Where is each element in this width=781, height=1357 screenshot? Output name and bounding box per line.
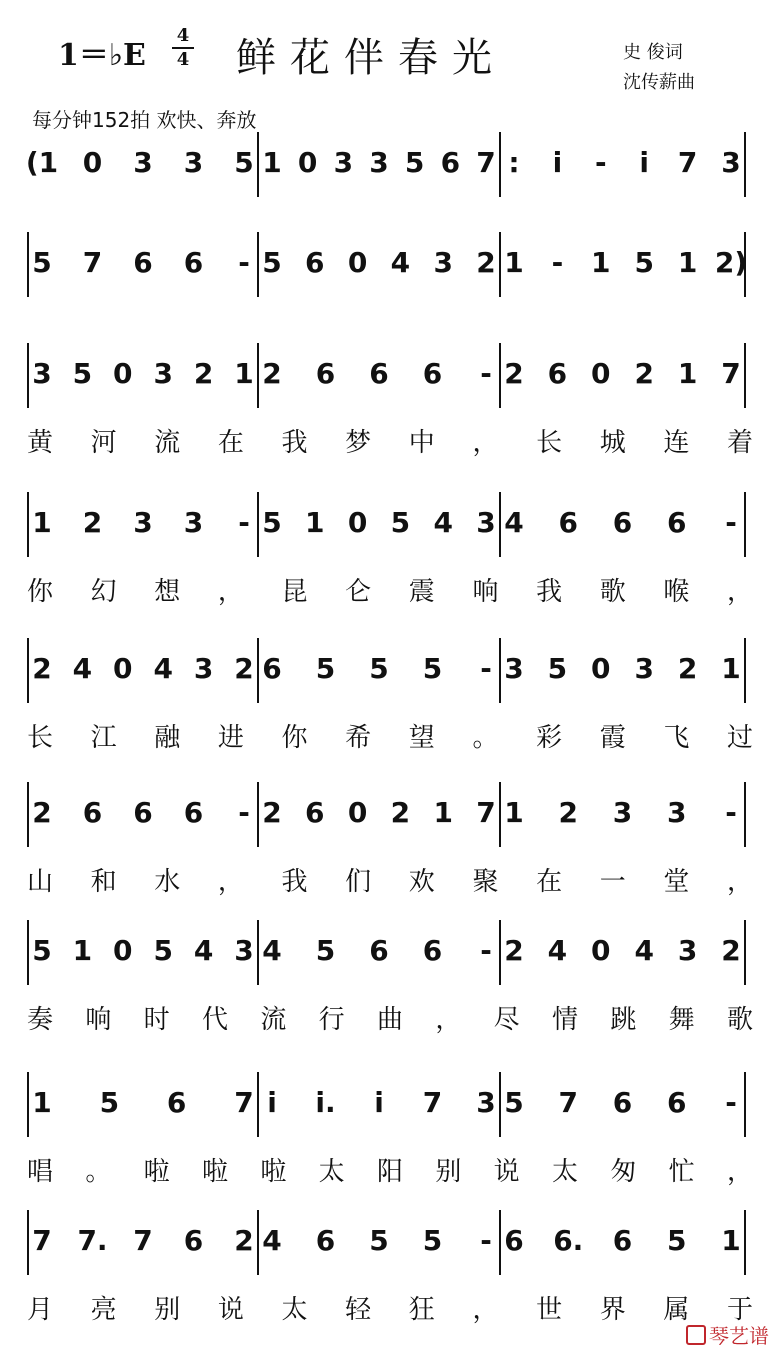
lyric-char: 歌 — [726, 1005, 754, 1035]
note: 7 — [422, 1086, 443, 1119]
lyric-char: 连 — [663, 428, 690, 458]
note: 1 — [234, 357, 254, 390]
note: 4 — [433, 506, 453, 539]
note: 3 — [476, 1086, 496, 1119]
lyric-char: ， — [217, 577, 244, 607]
lyric-char: 在 — [536, 867, 563, 897]
note: 1 — [72, 934, 93, 967]
note: i. — [315, 1086, 336, 1119]
note: 2 — [32, 652, 52, 685]
note: 5 — [32, 934, 52, 967]
note: 6 — [422, 934, 443, 967]
note: 5 — [404, 146, 425, 179]
note: - — [238, 796, 250, 829]
lyric-char: 望 — [408, 723, 435, 753]
note: 4 — [262, 1224, 282, 1257]
note: 2 — [32, 796, 52, 829]
lyric-char: ， — [435, 1005, 462, 1035]
note: 3 — [677, 934, 698, 967]
note: 0 — [591, 357, 611, 390]
note: 7 — [476, 146, 496, 179]
lyric-char: 水 — [154, 867, 181, 897]
lyric-char: 唱 — [26, 1157, 54, 1187]
note: 7. — [77, 1224, 108, 1257]
note: 0 — [113, 934, 133, 967]
note: 1 — [677, 357, 698, 390]
note: 0 — [347, 246, 368, 279]
note: 6. — [553, 1224, 584, 1257]
note: 6 — [183, 1224, 204, 1257]
note: - — [480, 652, 492, 685]
lyric-char: 太 — [318, 1157, 345, 1187]
time-bottom: 4 — [176, 49, 190, 70]
lyric-char: 你 — [26, 577, 54, 607]
note: 6 — [667, 506, 687, 539]
lyric-char: 彩 — [536, 723, 563, 753]
lyric-char: 我 — [281, 428, 308, 458]
note: 5 — [369, 652, 389, 685]
note: 2 — [721, 934, 741, 967]
note: 6 — [183, 246, 204, 279]
note: 6 — [612, 506, 633, 539]
note: 5 — [315, 652, 336, 685]
lyric-char: 过 — [726, 723, 754, 753]
note: 0 — [113, 652, 133, 685]
note: 6 — [133, 796, 153, 829]
note: 4 — [390, 246, 411, 279]
composer-credit: 沈传薪曲 — [623, 72, 695, 93]
lyric-char: 属 — [663, 1295, 690, 1325]
lyric-char: 仑 — [345, 577, 372, 607]
note: 3 — [369, 146, 389, 179]
lyric-char: 聚 — [472, 867, 499, 897]
note: 2 — [634, 357, 654, 390]
note: - — [238, 246, 250, 279]
note: 3 — [183, 146, 204, 179]
note: 3 — [612, 796, 633, 829]
note: 6 — [315, 1224, 336, 1257]
note: 7 — [133, 1224, 153, 1257]
note: 3 — [634, 652, 654, 685]
lyric-char: 啦 — [201, 1157, 229, 1187]
lyric-char: 太 — [281, 1295, 308, 1325]
lyric-char: 别 — [154, 1295, 181, 1325]
lyric-char: 歌 — [599, 577, 626, 607]
note: i — [374, 1086, 384, 1119]
lyric-char: 流 — [260, 1005, 287, 1035]
note: 5 — [422, 1224, 443, 1257]
note: 4 — [262, 934, 282, 967]
note: - — [725, 506, 737, 539]
lyric-char: 幻 — [90, 577, 117, 607]
note: 7 — [476, 796, 496, 829]
note: 7 — [32, 1224, 52, 1257]
note: - — [594, 146, 607, 179]
lyric-char: 长 — [26, 723, 54, 753]
lyric-char: 山 — [26, 867, 54, 897]
lyric-char: 我 — [536, 577, 563, 607]
note: 2 — [234, 1224, 254, 1257]
note: 4 — [153, 652, 173, 685]
lyric-char: 们 — [345, 867, 372, 897]
note: 1 — [721, 652, 741, 685]
note: 5 — [422, 652, 443, 685]
lyric-char: 行 — [318, 1005, 345, 1035]
note: i — [639, 146, 650, 179]
note: 6 — [612, 1224, 633, 1257]
lyric-char: 轻 — [345, 1295, 372, 1325]
note: 5 — [315, 934, 336, 967]
note: 6 — [369, 934, 389, 967]
note: 6 — [558, 506, 578, 539]
note: 4 — [547, 934, 568, 967]
note: 7 — [677, 146, 698, 179]
note: 6 — [667, 1086, 687, 1119]
lyric-char: 我 — [281, 867, 308, 897]
note: 3 — [193, 652, 214, 685]
key-signature: 1＝♭E — [58, 38, 146, 73]
note: 3 — [133, 506, 153, 539]
note: - — [238, 506, 250, 539]
lyric-char: 说 — [217, 1295, 244, 1325]
note: 3 — [183, 506, 204, 539]
note: 7 — [721, 357, 741, 390]
note: 2 — [234, 652, 254, 685]
note: 3 — [32, 357, 52, 390]
note: 2 — [390, 796, 411, 829]
note: : — [508, 146, 520, 179]
note: 6 — [82, 796, 103, 829]
lyric-char: 梦 — [345, 428, 372, 458]
note: 5 — [72, 357, 93, 390]
note: 5 — [262, 246, 282, 279]
note: 6 — [612, 1086, 633, 1119]
note: 6 — [547, 357, 568, 390]
note: 5 — [99, 1086, 120, 1119]
lyric-char: ， — [472, 428, 499, 458]
note: 6 — [262, 652, 282, 685]
note: 6 — [133, 246, 153, 279]
note: 3 — [721, 146, 741, 179]
watermark — [686, 1320, 769, 1349]
note: 6 — [315, 357, 336, 390]
note: 1 — [721, 1224, 741, 1257]
note: 3 — [153, 357, 173, 390]
note: 3 — [333, 146, 354, 179]
note: 6 — [369, 357, 389, 390]
lyric-char: 飞 — [663, 723, 690, 753]
note: 1 — [262, 146, 282, 179]
lyric-char: 。 — [85, 1157, 112, 1187]
note: 6 — [440, 146, 461, 179]
lyric-char: 和 — [90, 867, 117, 897]
lyric-char: 狂 — [408, 1295, 435, 1325]
lyric-char: 跳 — [610, 1005, 637, 1035]
lyric-char: 欢 — [408, 867, 435, 897]
note: 5 — [262, 506, 282, 539]
note: 4 — [634, 934, 654, 967]
note: 5 — [234, 146, 254, 179]
lyric-char: 流 — [154, 428, 181, 458]
note: 5 — [32, 246, 52, 279]
note: 6 — [183, 796, 204, 829]
lyric-char: 于 — [726, 1295, 754, 1325]
lyric-char: 说 — [493, 1157, 520, 1187]
note: 5 — [667, 1224, 687, 1257]
note: 5 — [504, 1086, 524, 1119]
lyric-char: 昆 — [281, 577, 308, 607]
lyric-char: ， — [217, 867, 244, 897]
lyric-char: 着 — [726, 428, 754, 458]
note: 2 — [504, 934, 524, 967]
lyric-char: ， — [726, 867, 754, 897]
lyric-char: 响 — [472, 577, 499, 607]
note: (1 — [25, 146, 59, 179]
note: 5 — [634, 246, 654, 279]
note: 4 — [193, 934, 214, 967]
note: 5 — [547, 652, 568, 685]
note: 1 — [32, 506, 52, 539]
note: 2) — [714, 246, 748, 279]
lyric-char: 啦 — [143, 1157, 170, 1187]
lyric-char: 城 — [599, 428, 626, 458]
note: 0 — [591, 934, 611, 967]
lyric-char: 亮 — [90, 1295, 117, 1325]
lyric-char: 一 — [599, 867, 626, 897]
lyric-char: 月 — [26, 1295, 54, 1325]
note: 6 — [422, 357, 443, 390]
lyric-char: 进 — [217, 723, 244, 753]
lyric-char: 阳 — [376, 1157, 404, 1187]
note: i — [267, 1086, 277, 1119]
lyricist-credit: 史 俊词 — [623, 42, 683, 63]
note: 4 — [504, 506, 524, 539]
lyric-char: 舞 — [668, 1005, 695, 1035]
tempo-marking: 每分钟152拍 欢快、奔放 — [32, 108, 257, 132]
note: 7 — [234, 1086, 254, 1119]
note: - — [725, 1086, 737, 1119]
lyric-char: 代 — [201, 1005, 229, 1035]
note: 3 — [133, 146, 153, 179]
note: 2 — [82, 506, 103, 539]
lyric-char: 震 — [408, 577, 435, 607]
lyric-char: 曲 — [376, 1005, 404, 1035]
song-title: 鲜花伴春光 — [236, 35, 506, 81]
lyric-char: 堂 — [663, 867, 690, 897]
lyric-char: 忙 — [668, 1157, 695, 1187]
lyric-char: 河 — [90, 428, 117, 458]
lyric-char: 啦 — [260, 1157, 287, 1187]
note: 0 — [347, 796, 368, 829]
note: 7 — [82, 246, 103, 279]
note: 0 — [82, 146, 103, 179]
lyric-char: 太 — [551, 1157, 579, 1187]
note: 2 — [677, 652, 698, 685]
note: 1 — [504, 796, 524, 829]
lyric-char: 中 — [408, 428, 435, 458]
note: 5 — [369, 1224, 389, 1257]
lyric-char: 尽 — [493, 1005, 520, 1035]
note: 2 — [262, 357, 282, 390]
note: 1 — [305, 506, 325, 539]
note: 6 — [305, 796, 325, 829]
time-top: 4 — [176, 25, 190, 46]
lyric-char: 情 — [551, 1005, 579, 1035]
note: 0 — [297, 146, 318, 179]
lyric-char: 长 — [536, 428, 563, 458]
note: 3 — [667, 796, 687, 829]
watermark-text: 琴艺谱 — [709, 1324, 769, 1348]
lyric-char: 在 — [217, 428, 244, 458]
note: 1 — [32, 1086, 52, 1119]
lyric-char: 喉 — [663, 577, 690, 607]
lyric-char: 世 — [536, 1295, 563, 1325]
note: - — [551, 246, 564, 279]
lyric-char: 江 — [90, 723, 117, 753]
note: 7 — [558, 1086, 578, 1119]
note: 4 — [72, 652, 93, 685]
note: 2 — [262, 796, 282, 829]
note: 6 — [305, 246, 325, 279]
note: 6 — [166, 1086, 187, 1119]
lyric-char: 你 — [281, 723, 308, 753]
note: 3 — [476, 506, 496, 539]
lyric-char: 黄 — [26, 428, 54, 458]
note: 3 — [504, 652, 524, 685]
note: 2 — [476, 246, 496, 279]
note: i — [552, 146, 563, 179]
lyric-char: 界 — [599, 1295, 626, 1325]
note: 1 — [433, 796, 453, 829]
note: 5 — [390, 506, 411, 539]
note: 2 — [504, 357, 524, 390]
lyric-char: 霞 — [599, 723, 626, 753]
note: 1 — [504, 246, 524, 279]
note: 0 — [347, 506, 368, 539]
note: 0 — [113, 357, 133, 390]
note: 6 — [504, 1224, 524, 1257]
note: - — [725, 796, 737, 829]
lyric-char: ， — [726, 1157, 754, 1187]
note: - — [480, 357, 492, 390]
lyric-char: 匆 — [610, 1157, 637, 1187]
note: 1 — [591, 246, 611, 279]
watermark-logo-icon — [686, 1325, 706, 1345]
note: 2 — [558, 796, 578, 829]
lyric-char: ， — [472, 1295, 499, 1325]
lyric-char: 时 — [143, 1005, 170, 1035]
note: - — [480, 1224, 492, 1257]
lyric-char: ， — [726, 577, 754, 607]
lyric-char: 奏 — [26, 1005, 54, 1035]
note: 2 — [193, 357, 214, 390]
lyric-char: 想 — [154, 577, 181, 607]
note: 3 — [234, 934, 254, 967]
note: 3 — [433, 246, 453, 279]
note: 0 — [591, 652, 611, 685]
lyric-char: 响 — [85, 1005, 112, 1035]
note: 1 — [677, 246, 698, 279]
lyric-char: 希 — [345, 723, 372, 753]
note: - — [480, 934, 492, 967]
note: 5 — [153, 934, 173, 967]
lyric-char: 融 — [154, 723, 181, 753]
lyric-char: 别 — [435, 1157, 462, 1187]
lyric-char: 。 — [472, 723, 499, 753]
